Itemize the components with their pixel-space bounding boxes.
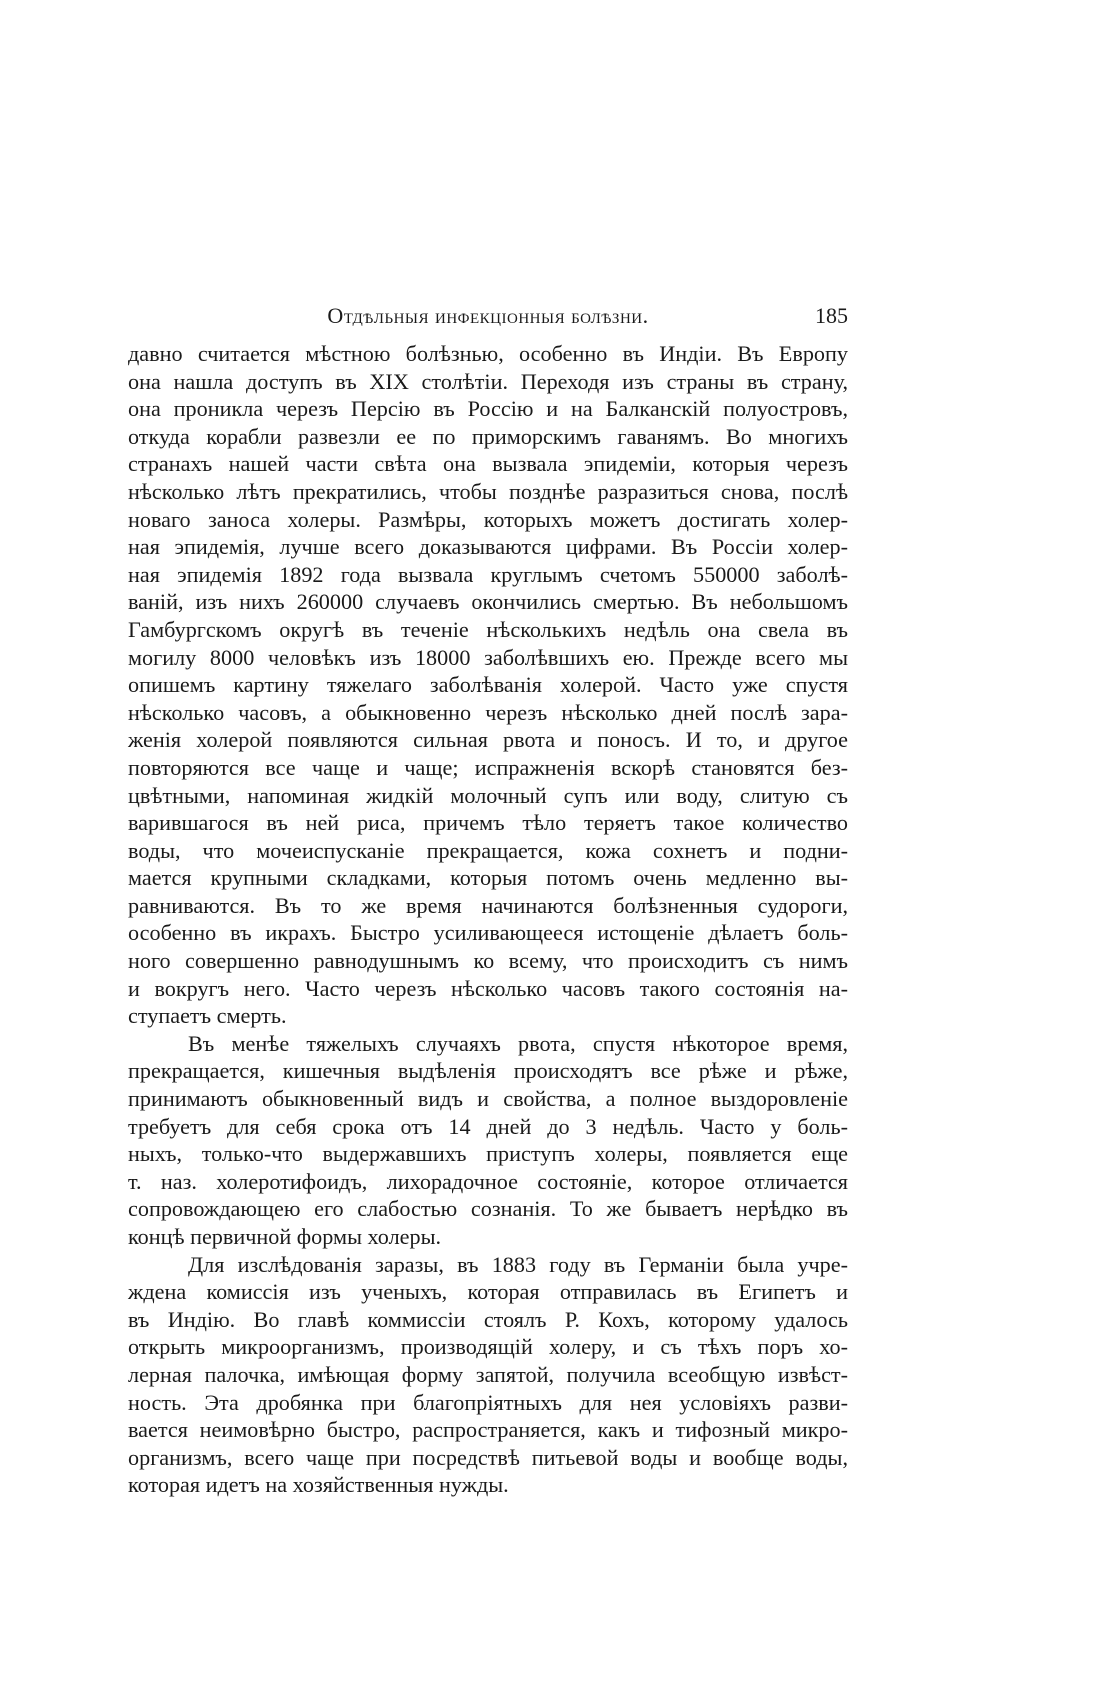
text-line: т. наз. холеротифоидъ, лихорадочное состояніе, которое отличается xyxy=(128,1168,848,1194)
running-head xyxy=(128,300,848,332)
text-line: Для изслѣдованія заразы, въ 1883 году въ Германіи была учре- xyxy=(188,1251,848,1277)
text-line: лерная палочка, имѣющая форму запятой, получила всеобщую извѣст- xyxy=(128,1361,848,1387)
text-line: повторяются все чаще и чаще; испражненія вскорѣ становятся без- xyxy=(128,754,848,780)
text-line: ная эпидемія 1892 года вызвала круглымъ счетомъ 550000 заболѣ- xyxy=(128,561,848,587)
text-line: могилу 8000 человѣкъ изъ 18000 заболѣвшихъ ею. Прежде всего мы xyxy=(128,644,848,670)
page-number: 185 xyxy=(815,303,848,328)
text-line: нѣсколько лѣтъ прекратились, чтобы позднѣе разразиться снова, послѣ xyxy=(128,478,848,504)
text-line: ступаетъ смерть. xyxy=(128,1003,287,1029)
text-line: прекращается, кишечныя выдѣленія происходятъ все рѣже и рѣже, xyxy=(128,1058,848,1084)
text-line: ная эпидемія, лучше всего доказываются цифрами. Въ Россіи холер- xyxy=(128,534,848,560)
running-title: Отдѣльныя инфекціонныя болѣзни. xyxy=(327,303,649,328)
text-line: которая идетъ на хозяйственныя нужды. xyxy=(128,1472,509,1498)
text-line: женія холерой появляются сильная рвота и поносъ. И то, и другое xyxy=(128,727,848,753)
text-line: она нашла доступъ въ XIX столѣтіи. Переходя изъ страны въ страну, xyxy=(128,368,848,394)
text-line: откуда корабли развезли ее по приморскимъ гаванямъ. Во многихъ xyxy=(128,423,848,449)
text-line: опишемъ картину тяжелаго заболѣванія холерой. Часто уже спустя xyxy=(128,672,848,698)
text-line: въ Индію. Во главѣ коммиссіи стоялъ Р. Кохъ, которому удалось xyxy=(128,1306,848,1332)
text-line: давно считается мѣстною болѣзнью, особенно въ Индіи. Въ Европу xyxy=(128,341,848,366)
paragraph-2 xyxy=(128,1030,848,1251)
paragraph-3 xyxy=(128,1251,848,1499)
text-line: нѣсколько часовъ, а обыкновенно черезъ нѣсколько дней послѣ зара- xyxy=(128,699,848,725)
text-line: ного совершенно равнодушнымъ ко всему, что происходитъ съ нимъ xyxy=(128,948,848,974)
text-line: новаго заноса холеры. Размѣры, которыхъ можетъ достигать холер- xyxy=(128,506,848,532)
text-line: принимаютъ обыкновенный видъ и свойства, а полное выздоровленіе xyxy=(128,1086,848,1112)
text-line: равниваются. Въ то же время начинаются болѣзненныя судороги, xyxy=(128,892,848,918)
text-line: Въ менѣе тяжелыхъ случаяхъ рвота, спустя нѣкоторое время, xyxy=(188,1030,848,1056)
text-line: странахъ нашей части свѣта она вызвала эпидеміи, которыя черезъ xyxy=(128,451,848,477)
text-line: ныхъ, только-что выдержавшихъ приступъ холеры, появляется еще xyxy=(128,1141,848,1167)
text-line: ваній, изъ нихъ 260000 случаевъ окончились смертью. Въ небольшомъ xyxy=(128,589,848,615)
text-line: и вокругъ него. Часто черезъ нѣсколько часовъ такого состоянія на- xyxy=(128,975,848,1001)
paragraph-1 xyxy=(128,340,848,1030)
text-line: мается крупными складками, которыя потомъ очень медленно вы- xyxy=(128,865,848,891)
text-line: требуетъ для себя срока отъ 14 дней до 3 недѣль. Часто у боль- xyxy=(128,1113,848,1139)
text-line: она проникла черезъ Персію въ Россію и на Балканскій полуостровъ, xyxy=(128,396,848,422)
text-line: открыть микроорганизмъ, производящій холеру, и съ тѣхъ поръ хо- xyxy=(128,1334,848,1360)
text-line: организмъ, всего чаще при посредствѣ питьевой воды и вообще воды, xyxy=(128,1444,848,1470)
text-line: Гамбургскомъ округѣ въ теченіе нѣсколькихъ недѣль она свела въ xyxy=(128,616,848,642)
text-line: ждена комиссія изъ ученыхъ, которая отправилась въ Египетъ и xyxy=(128,1279,848,1305)
text-line: цвѣтными, напоминая жидкій молочный супъ или воду, слитую съ xyxy=(128,782,848,808)
text-line: варившагося въ ней риса, причемъ тѣло теряетъ такое количество xyxy=(128,810,848,836)
text-line: ность. Эта дробянка при благопріятныхъ для нея условіяхъ разви- xyxy=(128,1389,848,1415)
body-text xyxy=(128,340,848,1499)
text-line: особенно въ икрахъ. Быстро усиливающееся истощеніе дѣлаетъ боль- xyxy=(128,920,848,946)
text-line: воды, что мочеиспусканіе прекращается, кожа сохнетъ и подни- xyxy=(128,837,848,863)
text-line: концѣ первичной формы холеры. xyxy=(128,1224,442,1249)
text-line: сопровождающею его слабостью сознанія. То же бываетъ нерѣдко въ xyxy=(128,1196,848,1222)
text-line: вается неимовѣрно быстро, распространяется, какъ и тифозный микро- xyxy=(128,1417,848,1443)
